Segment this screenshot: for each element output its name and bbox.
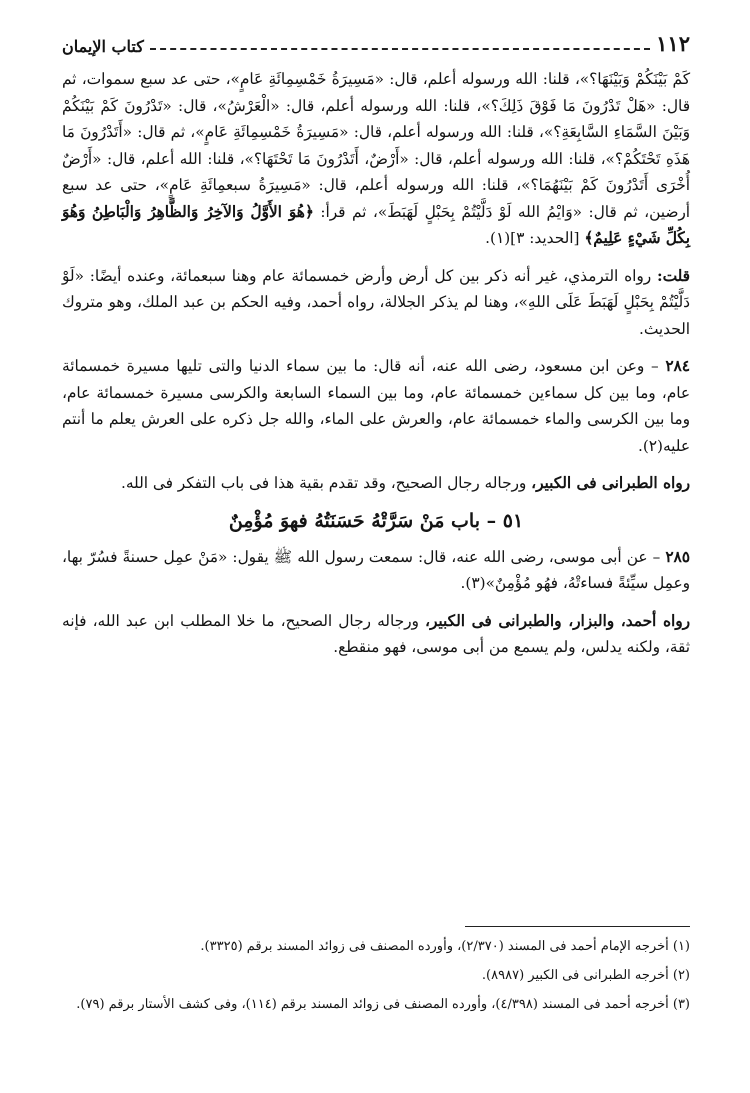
text-line: قال: «أَرْضٌ، أَتَدْرُونَ مَا تَحْتَهَا؟»، قلنا: الله أعلم، قال: «أَرْضٌ أُخْرَى أَتَدْرُونَ كَمْ — [62, 149, 690, 194]
qult-label: قلت: — [656, 266, 690, 285]
quran-verse: ﴿هُوَ الأَوَّلُ وَالآخِرُ وَالظَّاهِرُ وَالْبَاطِنُ — [91, 202, 314, 221]
hadith-285-source — [62, 608, 690, 661]
footnote-separator — [465, 926, 690, 927]
quran-verse-end: وَهُوَ بِكُلِّ شَيْءٍ عَلِيمٌ﴾ — [62, 202, 690, 247]
book-title: كتاب الإيمان — [62, 37, 144, 56]
text-line: سبع سموات، ثم قال: «هَلْ تَدْرُونَ مَا فَوْقَ ذَلِكَ؟»، قلنا: الله ورسوله أعلم، قال: — [62, 70, 691, 115]
text-line: ثم قال: «وَايْمُ الله لَوْ دَلَّيْتُمْ بِحَبْلٍ لَهَبَطَ»، ثم قرأ: — [320, 202, 638, 221]
source-label: رواه الطبرانى فى الكبير، — [531, 474, 690, 492]
qult-paragraph — [62, 263, 690, 343]
hadith-284-source — [62, 470, 690, 497]
footnote: (١) أخرجه الإمام أحمد فى المسند (٢/٣٧٠)، وأورده المصنف فى زوائد المسند برقم (٣٣٢٥). — [200, 939, 690, 954]
hadith-text: – عن أبى موسى، رضى الله عنه، قال: سمعت رسول الله ﷺ يقول: «مَنْ عمِل حسنةً فسُرّ بها، وعمِل سيِّئةً فساءتْهُ، فهُو مُؤْمِنٌ»(٣). — [62, 547, 690, 592]
hadith-number: ٢٨٥ — [665, 547, 690, 566]
chapter-heading: ٥١ – باب مَنْ سَرَّتْهُ حَسَنَتُهُ فهوَ مُؤْمِنٌ — [228, 509, 524, 532]
text-line: «الْعَرْشُ»، قال: «تَدْرُونَ كَمْ بَيْنَكُمْ وَبَيْنَ السَّمَاءِ السَّابِعَةِ؟»، قلنا: الله ورسوله أعلم، قال: — [62, 96, 690, 141]
hadith-283-continuation — [62, 66, 690, 252]
source-label: رواه أحمد، والبزار، والطبرانى فى الكبير، — [425, 611, 690, 630]
hadith-284 — [62, 353, 690, 459]
footnotes — [62, 926, 690, 1022]
page-number: ١١٢ — [656, 31, 690, 56]
main-text — [62, 66, 690, 661]
text-line: «مَسِيرَةُ خَمْسِمِائَةِ عَامٍ»، ثم قال: «أَتَدْرُونَ مَا هَذَهِ تَحْتَكُمْ؟»، قلنا: الله ورسوله أعلم، — [62, 123, 690, 168]
header-dashed-rule — [150, 48, 650, 50]
text-line: كَمْ بَيْنَكُمْ وَبَيْنَهَا؟»، قلنا: الله ورسوله أعلم، قال: «مَسِيرَةُ خَمْسِمِائَةِ عَامٍ»، حتى عد — [171, 70, 690, 88]
hadith-number: ٢٨٤ — [665, 357, 690, 375]
footnote: (٣) أخرجه أحمد فى المسند (٤/٣٩٨)، وأورده المصنف فى زوائد المسند برقم (١١٤)، وفى كشف الأستار برقم (٧٩). — [76, 997, 690, 1012]
hadith-text: – وعن ابن مسعود، رضى الله عنه، أنه قال: ما بين سماء الدنيا والتى تليها مسيرة خمسمائة عام، وما بين كل سماءين خمسمائة عام، وما بين السماء السابعة والكرسى مسيرة خمسمائة عام، وما بين الكرسى والماء خمسمائة عام، والعرش على الماء، والله جل ذكره على العرش يعلم ما أنتم عليه(٢). — [62, 357, 690, 455]
source-text: ورجاله رجال الصحيح، ما خلا المطلب ابن عبد الله، فإنه ثقة، ولكنه يدلس، ولم يسمع من أبى موسى، فهو منقطع. — [62, 611, 690, 656]
qult-text: رواه الترمذي، غير أنه ذكر بين كل أرض وأرض خمسمائة عام وهنا سبعمائة، وعنده أيضًا: «لَوْ دَلَّيْتُمْ بِحَبْلٍ لَهَبَطَ عَلَى اللهِ»، وهنا لم يذكر الجلالة، رواه أحمد، وفيه الحكم بن عبد الملك، وهو متروك الحديث. — [62, 266, 690, 338]
source-text: ورجاله رجال الصحيح، وقد تقدم بقية هذا فى باب التفكر فى الله. — [120, 474, 532, 492]
text-line: بَيْنَهُمَا؟»، قلنا: الله ورسوله أعلم، قال: «مَسِيرَةُ سبعمِائَةِ عَامٍ»، حتى عد سبع أرضين، — [62, 176, 690, 221]
footnote: (٢) أخرجه الطبرانى فى الكبير (٨٩٨٧). — [481, 968, 690, 983]
hadith-285 — [62, 544, 690, 597]
quran-reference: [الحديد: ٣](١). — [485, 229, 580, 247]
running-header — [62, 30, 690, 56]
